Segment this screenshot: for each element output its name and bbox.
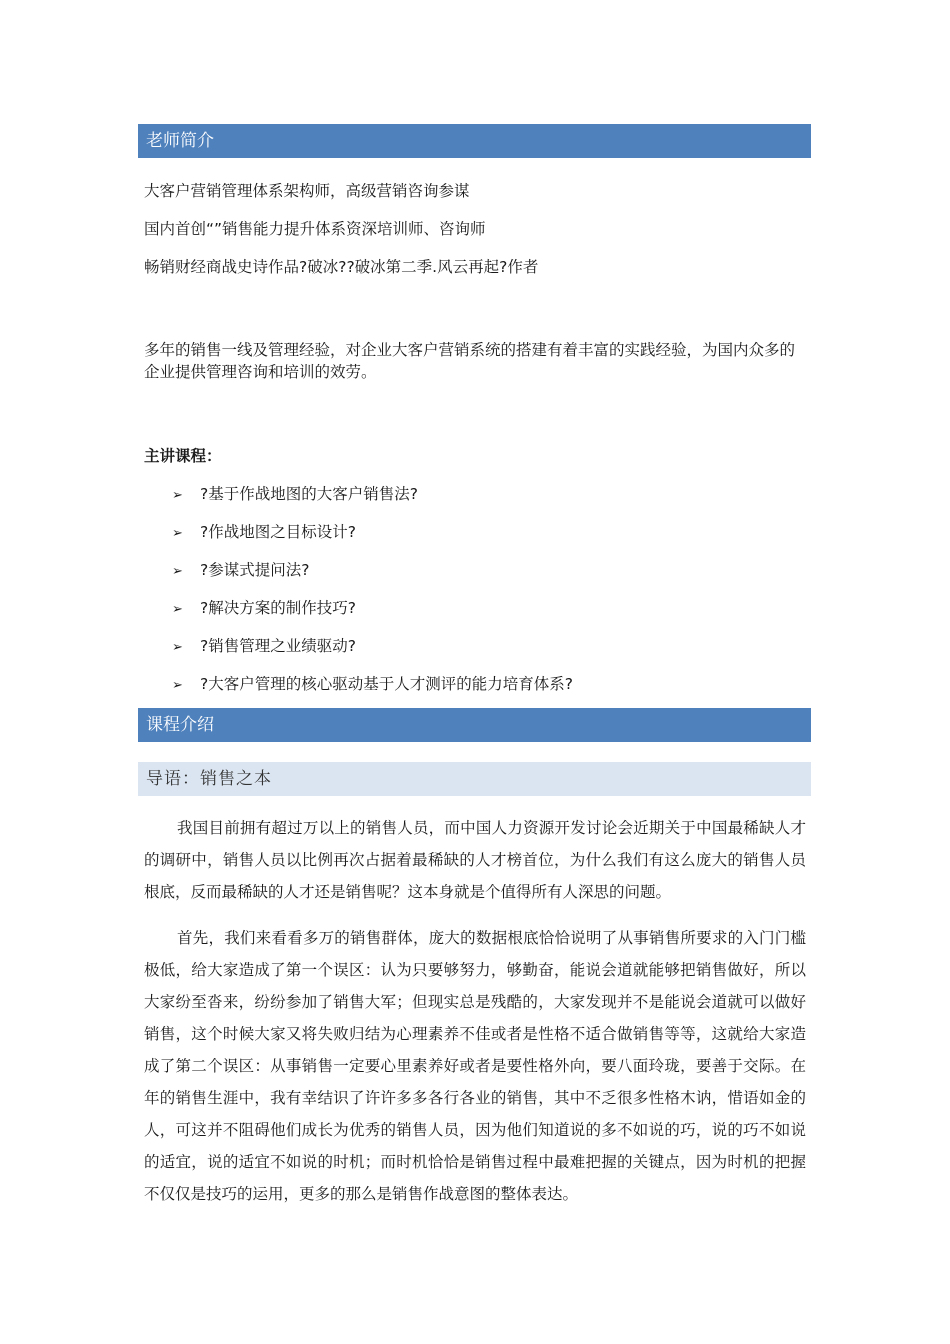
teacher-line-3: 畅销财经商战史诗作品?破冰??破冰第二季.风云再起?作者: [144, 258, 539, 276]
lead-paragraph-2: 首先，我们来看看多万的销售群体，庞大的数据根底恰恰说明了从事销售所要求的入门门槛极低，给大家造成了第一个误区：认为只要够努力，够勤奋，能说会道就能够把销售做好，所以大家纷至沓来，纷纷参加了销售大军；但现实总是残酷的，大家发现并不是能说会道就可以做好销售，这个时候大家又将失败归结为心理素养不佳或者是性格不适合做销售等等，这就给大家造成了第二个误区：从事销售一定要心里素养好或者是要性格外向，要八面玲珑，要善于交际。在年的销售生涯中，我有幸结识了许许多多各行各业的销售，其中不乏很多性格木讷，惜语如金的人，可这并不阻碍他们成长为优秀的销售人员，因为他们知道说的多不如说的巧，说的巧不如说的适宜，说的适宜不如说的时机；而时机恰恰是销售过程中最难把握的关键点，因为时机的把握不仅仅是技巧的运用，更多的那么是销售作战意图的整体表达。: [144, 929, 806, 1203]
bullet-arrow-icon: ➢: [172, 640, 183, 655]
course-item-label: ?解决方案的制作技巧?: [200, 599, 356, 617]
course-item: [172, 558, 309, 580]
lead-paragraph-1: 我国目前拥有超过万以上的销售人员，而中国人力资源开发讨论会近期关于中国最稀缺人才的调研中，销售人员以比例再次占据着最稀缺的人才榜首位，为什么我们有这么庞大的销售人员根底，反而最稀缺的人才还是销售呢？这本身就是个值得所有人深思的问题。: [144, 819, 806, 901]
section-header-course-intro: 课程介绍: [138, 708, 811, 742]
course-item: [172, 520, 356, 542]
teacher-line-2: 国内首创“”销售能力提升体系资深培训师、咨询师: [144, 220, 486, 238]
course-item: [172, 482, 418, 504]
course-item-label: ?销售管理之业绩驱动?: [200, 637, 356, 655]
bullet-arrow-icon: ➢: [172, 564, 183, 579]
bullet-arrow-icon: ➢: [172, 678, 183, 693]
bullet-arrow-icon: ➢: [172, 488, 183, 503]
lead-subheader: 导语：销售之本: [138, 762, 811, 796]
course-item: [172, 634, 356, 656]
bullet-arrow-icon: ➢: [172, 526, 183, 541]
course-item: [172, 672, 573, 694]
teacher-experience: 多年的销售一线及管理经验，对企业大客户营销系统的搭建有着丰富的实践经验，为国内众多的企业提供管理咨询和培训的效劳。: [144, 341, 796, 381]
courses-heading: 主讲课程：: [144, 447, 222, 465]
course-item-label: ?作战地图之目标设计?: [200, 523, 356, 541]
course-item: [172, 596, 356, 618]
course-item-label: ?基于作战地图的大客户销售法?: [200, 485, 418, 503]
course-item-label: ?大客户管理的核心驱动基于人才测评的能力培育体系?: [200, 675, 573, 693]
bullet-arrow-icon: ➢: [172, 602, 183, 617]
teacher-line-1: 大客户营销管理体系架构师，高级营销咨询参谋: [144, 182, 470, 200]
section-header-teacher-intro: 老师简介: [138, 124, 811, 158]
course-item-label: ?参谋式提问法?: [200, 561, 310, 579]
